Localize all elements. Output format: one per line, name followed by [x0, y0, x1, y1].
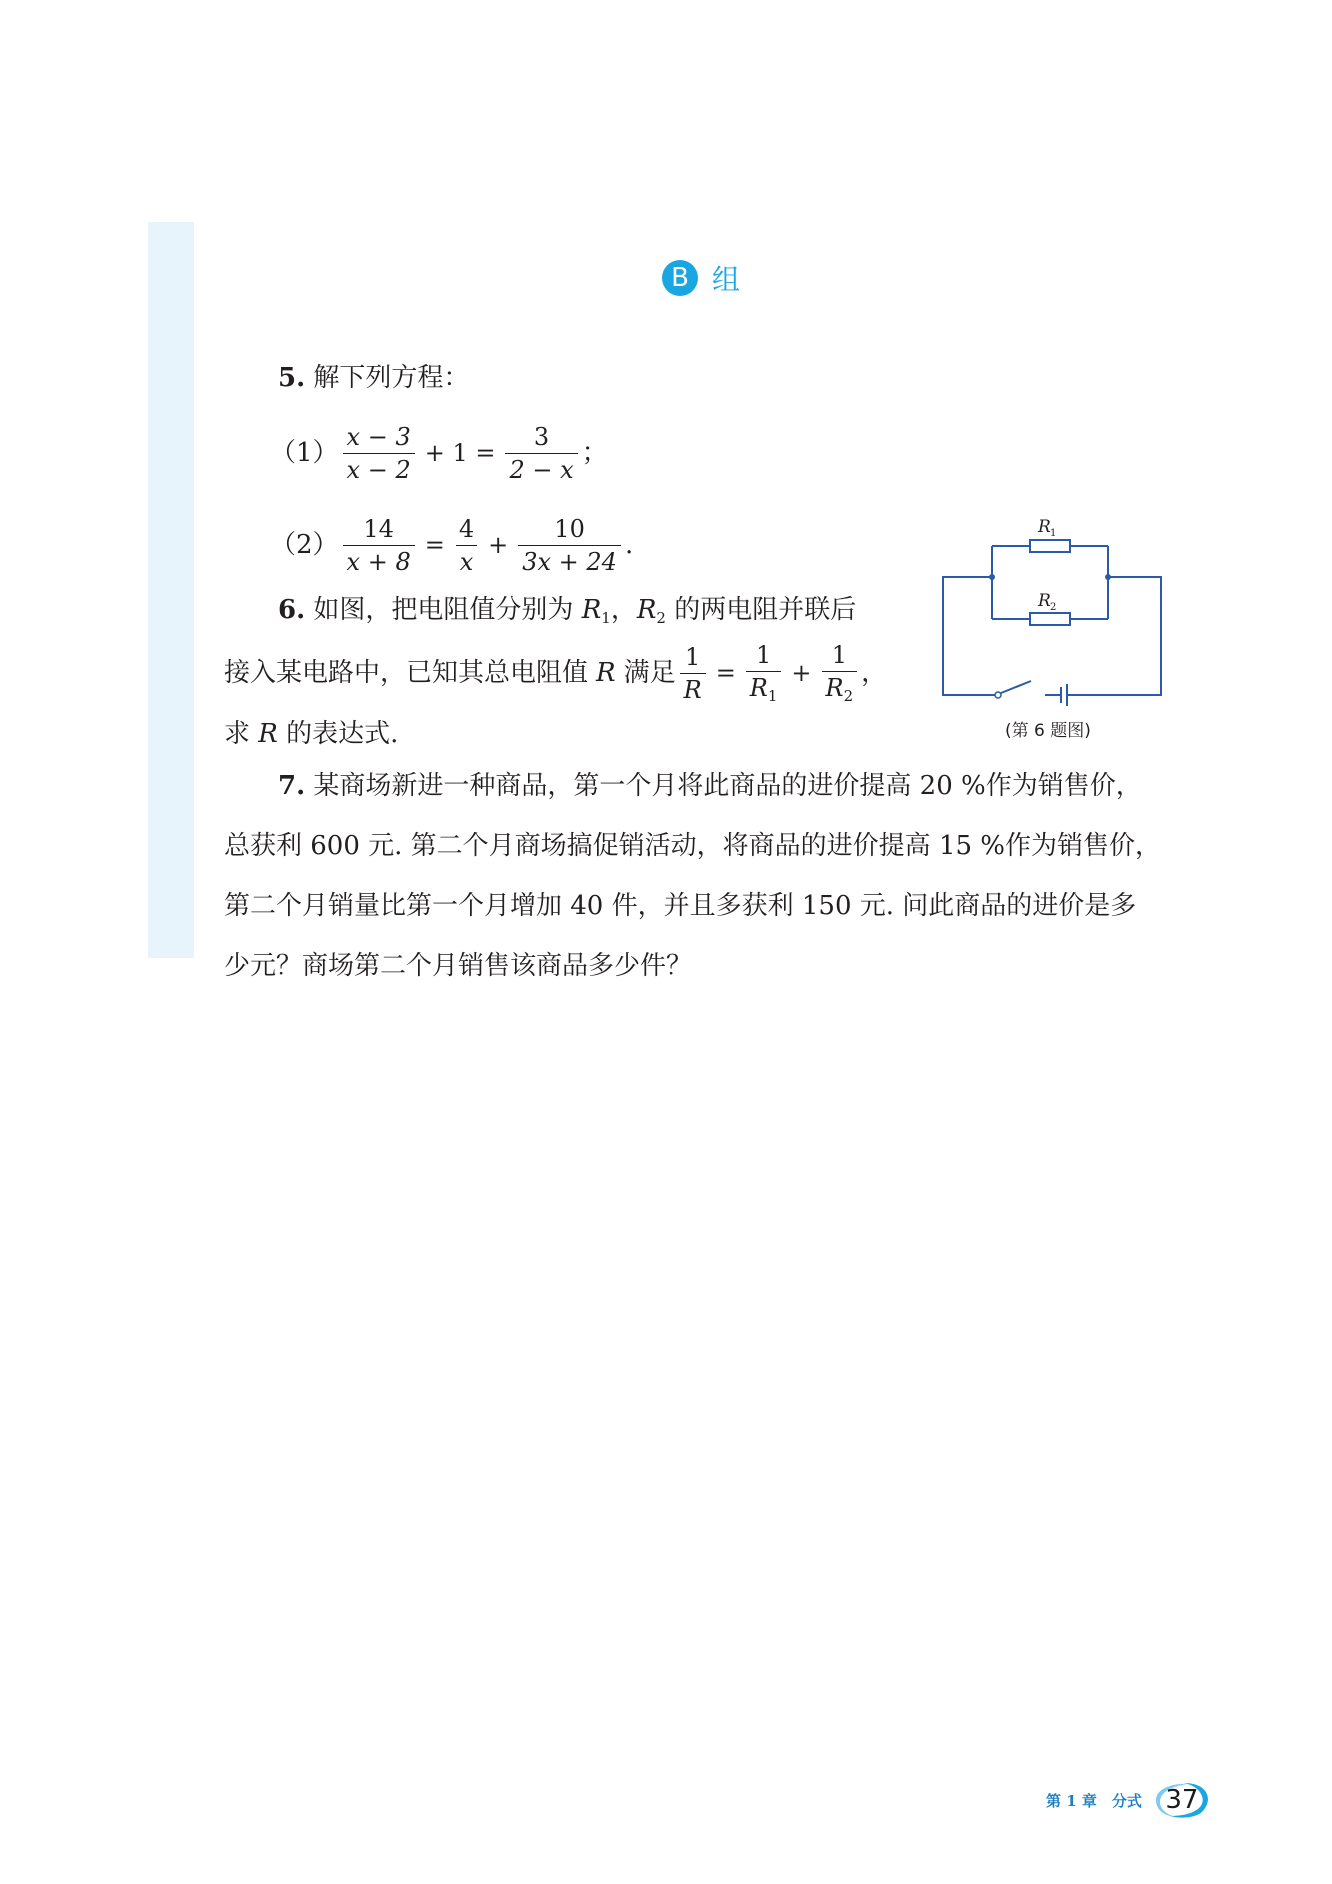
denominator: 2 − x [505, 453, 577, 482]
numerator: 3 [533, 422, 550, 451]
page-number-text: 37 [1165, 1785, 1199, 1815]
fraction [505, 422, 577, 484]
fraction [746, 640, 782, 705]
subscript: 2 [656, 609, 666, 627]
q6-text: 的两电阻并联后 [674, 595, 857, 625]
wire [943, 577, 995, 695]
operator: + [791, 659, 812, 687]
subscript: 1 [601, 609, 611, 627]
q5-number: 5. [278, 363, 306, 393]
switch-pivot [995, 692, 1001, 698]
q6-text: 满足 [623, 658, 676, 688]
denominator: R [825, 673, 844, 702]
fraction [455, 514, 478, 576]
q5-part2 [270, 512, 633, 578]
denominator: R [749, 673, 768, 702]
punctuation: ， [861, 658, 888, 688]
fraction [343, 422, 415, 484]
q6-text: 如图，把电阻值分别为 [313, 595, 574, 625]
q7-line3: 第二个月销量比第一个月增加 40 件，并且多获利 150 元. 问此商品的进价是多 [224, 891, 1137, 921]
numerator: x − 3 [346, 422, 411, 451]
operator: + [488, 531, 509, 559]
denominator: x + 8 [343, 545, 415, 574]
fraction [343, 514, 415, 576]
switch [1001, 681, 1031, 693]
numerator: 10 [554, 514, 585, 543]
q5-part2-index: （2） [270, 530, 339, 560]
fraction [518, 514, 621, 576]
subscript: 1 [767, 686, 778, 705]
numerator: 14 [363, 514, 394, 543]
subscript: 2 [843, 686, 854, 705]
resistor-r2 [1030, 613, 1070, 625]
operator: = [424, 531, 445, 559]
q6-line2 [224, 638, 887, 708]
numerator: 1 [755, 640, 772, 669]
resistor-r1 [1030, 540, 1070, 552]
page-footer [1046, 1780, 1214, 1820]
denominator: x − 2 [343, 453, 415, 482]
fraction [822, 640, 858, 705]
q5-stem [278, 358, 469, 398]
numerator: 1 [685, 642, 701, 671]
circuit-diagram [935, 515, 1175, 715]
fraction [680, 642, 706, 704]
q5-text: 解下列方程： [313, 363, 470, 393]
numerator: 4 [458, 514, 475, 543]
q5-part1 [270, 420, 608, 486]
section-label: 组 [712, 263, 741, 296]
section-header [662, 258, 740, 298]
q7-text: 某商场新进一种商品，第一个月将此商品的进价提高 20 %作为销售价， [313, 771, 1142, 801]
q7-line4: 少元？商场第二个月销售该商品多少件？ [224, 951, 693, 981]
section-badge: B [662, 260, 698, 296]
punctuation: ， [610, 595, 637, 625]
var-r: R [636, 595, 657, 625]
junction-dot [989, 574, 995, 580]
q5-part1-index: （1） [270, 438, 339, 468]
wire [1073, 577, 1161, 695]
denominator: x [456, 545, 478, 574]
punctuation: . [624, 530, 634, 560]
q7-number: 7. [278, 771, 306, 801]
var-r: R [596, 658, 616, 688]
q6-line1 [278, 590, 856, 638]
q6-text: 的表达式. [286, 719, 399, 749]
label-r1: R [1038, 517, 1051, 537]
page-number [1150, 1780, 1214, 1820]
q6-number: 6. [278, 595, 306, 625]
q7-line2: 总获利 600 元. 第二个月商场搞促销活动，将商品的进价提高 15 %作为销售价， [224, 831, 1162, 861]
junction-dot [1105, 574, 1111, 580]
q6-line3 [224, 714, 398, 754]
side-band [148, 222, 194, 958]
var-r: R [258, 719, 278, 749]
var-r: R [581, 595, 602, 625]
q6-text: 接入某电路中，已知其总电阻值 [224, 658, 589, 688]
chapter-title: 第 1 章 分式 [1046, 1791, 1142, 1810]
q6-text: 求 [224, 719, 251, 749]
q7-line1 [278, 766, 1142, 806]
label-r2: R [1038, 591, 1051, 611]
figure-caption: (第 6 题图) [1005, 721, 1091, 741]
operator: + 1 = [424, 439, 496, 467]
label-r1-sub: 1 [1050, 528, 1057, 539]
operator: = [715, 659, 736, 687]
punctuation: ； [581, 438, 608, 468]
denominator: R [680, 673, 706, 702]
numerator: 1 [831, 640, 847, 669]
label-r2-sub: 2 [1050, 602, 1057, 613]
denominator: 3x + 24 [518, 545, 621, 574]
